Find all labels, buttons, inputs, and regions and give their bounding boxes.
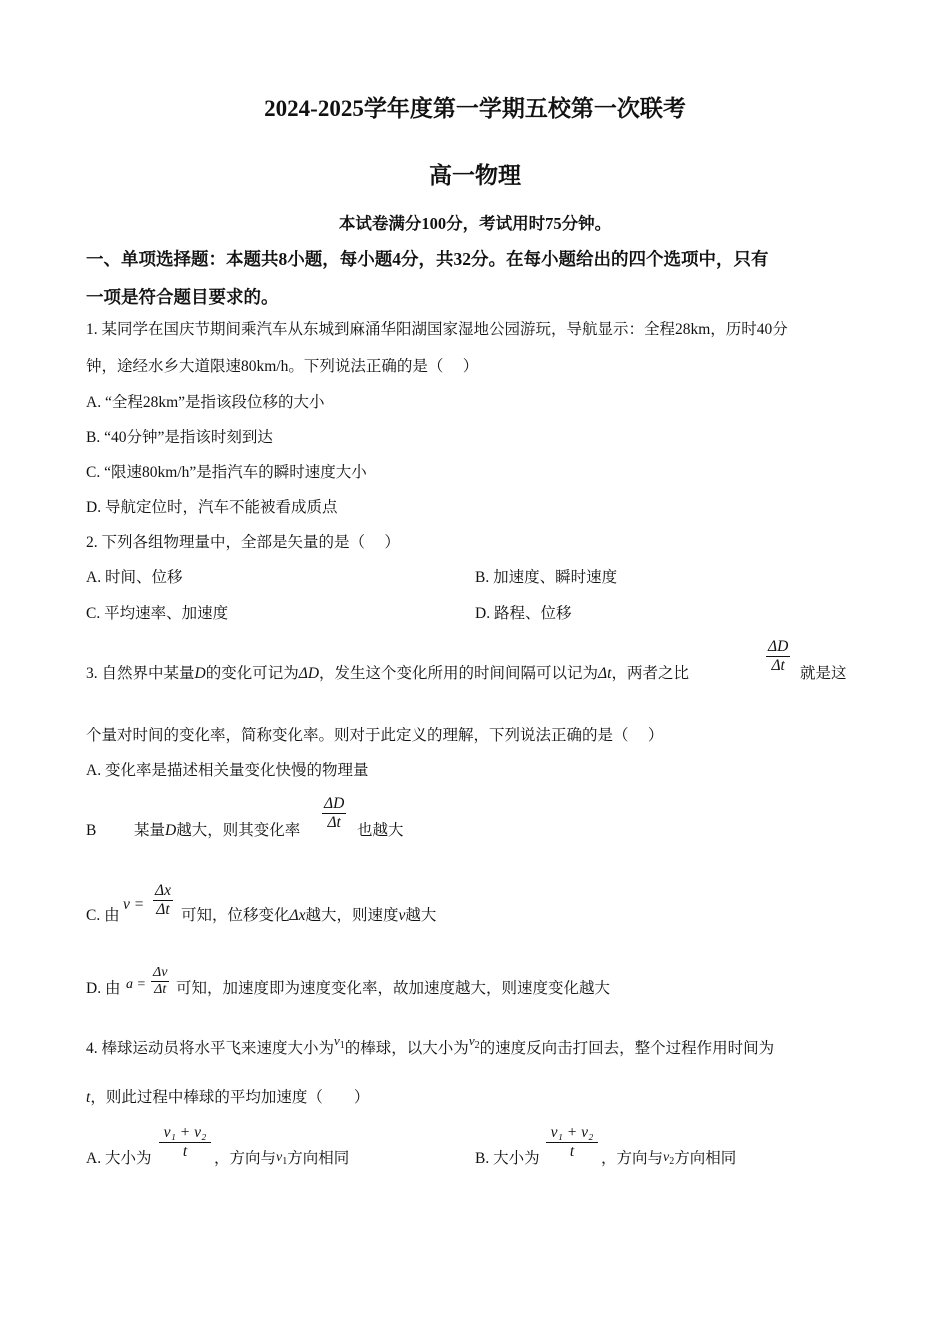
- fraction-denominator: t: [569, 1143, 575, 1160]
- q3-text: ，发生这个变化所用的时间间隔可以记为: [319, 665, 599, 682]
- q3-stem-line2: 个量对时间的变化率，简称变化率。则对于此定义的理解，下列说法正确的是（ ）: [86, 727, 664, 744]
- q1-stem-line2: 钟，途经水乡大道限速80km/h。下列说法正确的是（ ）: [86, 358, 479, 375]
- q4-b-text: 方向相同: [674, 1150, 737, 1167]
- q3-d-fraction: [151, 965, 169, 998]
- fraction-denominator: Δt: [154, 982, 167, 997]
- q3-option-c-text: [181, 906, 436, 926]
- q4-option-b-prefix: B. 大小为: [475, 1150, 540, 1167]
- q3-stem-line1: [86, 664, 689, 684]
- q1-option-b: B. “40分钟”是指该时刻到达: [86, 429, 273, 446]
- fraction-numerator: v₁ + v₂: [163, 1124, 207, 1141]
- fraction-denominator: Δt: [327, 814, 341, 831]
- fraction-denominator: Δt: [771, 657, 785, 674]
- q3-option-d-text: 可知，加速度即为速度变化率，故加速度越大，则速度变化越大: [176, 980, 611, 997]
- q3-b-symbol-d: D: [165, 822, 177, 839]
- q3-text: ，两者之比: [611, 665, 689, 682]
- q2-option-c: C. 平均速率、加速度: [86, 605, 229, 622]
- q3-option-b-text: [134, 821, 300, 841]
- q3-c-text: 可知，位移变化: [181, 907, 290, 924]
- q3-stem-end: 就是这: [800, 665, 847, 682]
- q3-b-fraction: [322, 795, 346, 832]
- q2-option-b: B. 加速度、瞬时速度: [475, 569, 618, 586]
- q4-stem-line2: [86, 1088, 369, 1108]
- q3-c-fraction: [153, 882, 173, 919]
- section-heading-line1: 一、单项选择题：本题共8小题，每小题4分，共32分。在每小题给出的四个选项中，只有: [86, 249, 769, 269]
- q3-c-text: 越大: [405, 907, 437, 924]
- fraction-numerator: Δx: [155, 882, 171, 899]
- q1-stem-line1: 1. 某同学在国庆节期间乘汽车从东城到麻涌华阳湖国家湿地公园游玩，导航显示：全程28km，历时40分: [86, 321, 788, 338]
- fraction-denominator: t: [182, 1143, 188, 1160]
- q3-c-text: 越大，则速度: [305, 907, 399, 924]
- exam-title: 2024-2025学年度第一学期五校第一次联考: [264, 96, 686, 121]
- exam-info: 本试卷满分100分，考试用时75分钟。: [338, 214, 612, 233]
- q4-option-a-text: [214, 1149, 349, 1174]
- q4-b-v: [663, 1150, 674, 1165]
- q3-option-d-prefix: D. 由: [86, 980, 121, 997]
- q3-option-b-end: 也越大: [357, 822, 404, 839]
- q4-v1: [334, 1033, 345, 1051]
- q3-option-b-label: B: [86, 822, 97, 839]
- q4-b-text: ，方向与: [601, 1150, 664, 1167]
- q4-v1-subscript: 1: [339, 1040, 345, 1051]
- q3-c-lhs: v =: [123, 896, 145, 913]
- q1-option-c: C. “限速80km/h”是指汽车的瞬时速度大小: [86, 464, 367, 481]
- fraction-numerator: Δv: [153, 965, 168, 980]
- q4-a-v-subscript: 1: [282, 1156, 288, 1167]
- fraction-denominator: Δt: [156, 901, 170, 918]
- q4-a-text: 方向相同: [287, 1150, 350, 1167]
- q4-stem-line1: [86, 1033, 775, 1064]
- q4-v2-subscript: 2: [474, 1040, 480, 1051]
- q4-a-v-symbol: v: [276, 1150, 283, 1165]
- q4-a-fraction: [159, 1124, 211, 1161]
- q1-option-a: A. “全程28km”是指该段位移的大小: [86, 394, 325, 411]
- q3-b-text: 越大，则其变化率: [176, 822, 301, 839]
- q3-text: 3. 自然界中某量: [86, 665, 195, 682]
- q4-b-v-subscript: 2: [669, 1156, 675, 1167]
- q4-text: 4. 棒球运动员将水平飞来速度大小为: [86, 1040, 335, 1057]
- q3-fraction: [766, 638, 790, 675]
- q4-v2-symbol: v: [468, 1033, 475, 1048]
- q4-v1-symbol: v: [334, 1033, 340, 1048]
- q3-option-a: A. 变化率是描述相关量变化快慢的物理量: [86, 762, 369, 779]
- q2-option-d: D. 路程、位移: [475, 605, 572, 622]
- q4-option-a-prefix: A. 大小为: [86, 1150, 152, 1167]
- q4-v2: [468, 1033, 480, 1051]
- q4-symbol-t: t: [86, 1089, 91, 1106]
- q3-c-symbol-v: v: [398, 907, 406, 924]
- q4-option-b-text: [601, 1149, 736, 1174]
- q3-option-c-prefix: C. 由: [86, 907, 120, 924]
- q4-a-v: [276, 1150, 287, 1165]
- q3-text: 的变化可记为: [205, 665, 299, 682]
- fraction-numerator: ΔD: [324, 795, 345, 812]
- q3-symbol-d: D: [194, 665, 206, 682]
- fraction-numerator: ΔD: [768, 638, 789, 655]
- q4-a-text: ，方向与: [214, 1150, 277, 1167]
- q3-d-lhs: a =: [126, 977, 146, 992]
- subject-title: 高一物理: [429, 163, 521, 188]
- q2-stem: 2. 下列各组物理量中，全部是矢量的是（ ）: [86, 534, 400, 551]
- q3-c-symbol: Δx: [289, 907, 306, 924]
- q4-text: 的棒球，以大小为: [344, 1040, 469, 1057]
- fraction-numerator: v₁ + v₂: [550, 1124, 594, 1141]
- q4-b-fraction: [546, 1124, 598, 1161]
- q4-b-v-symbol: v: [663, 1150, 670, 1165]
- q3-symbol-delta-t: Δt: [598, 665, 612, 682]
- section-heading-line2: 一项是符合题目要求的。: [86, 287, 279, 307]
- q1-option-d: D. 导航定位时，汽车不能被看成质点: [86, 499, 338, 516]
- q3-b-text: 某量: [134, 822, 166, 839]
- q4-text: ，则此过程中棒球的平均加速度（ ）: [90, 1089, 370, 1106]
- q2-option-a: A. 时间、位移: [86, 569, 183, 586]
- q3-symbol-delta-d: ΔD: [298, 665, 320, 682]
- q4-text: 的速度反向击打回去，整个过程作用时间为: [479, 1040, 775, 1057]
